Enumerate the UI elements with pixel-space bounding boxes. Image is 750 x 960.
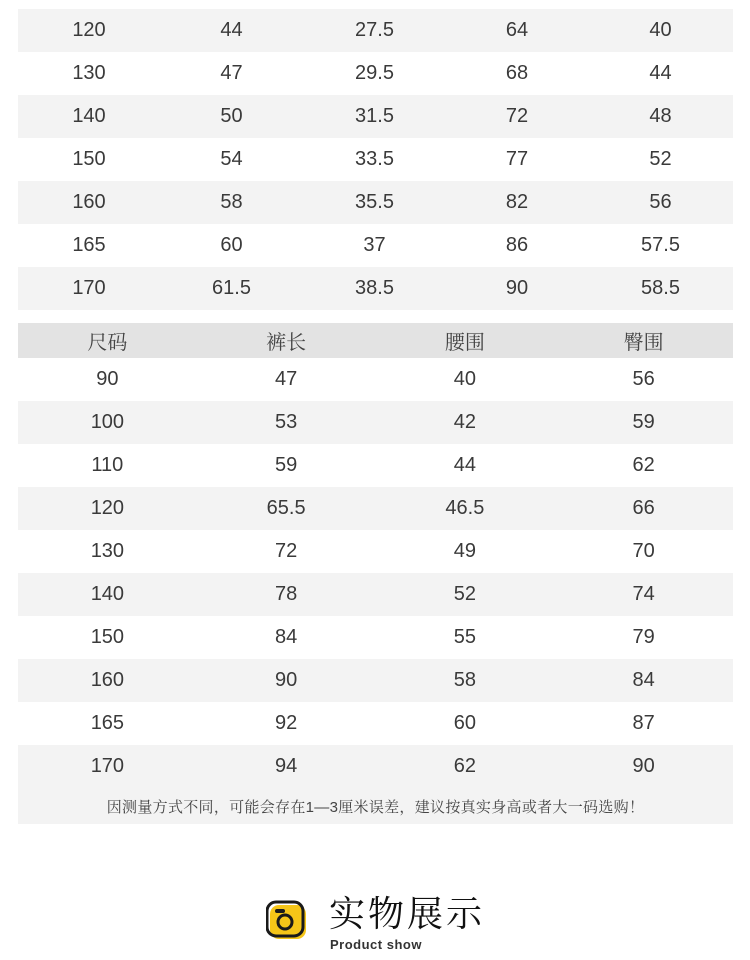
product-show-subtitle: Product show bbox=[330, 937, 422, 952]
table-cell: 52 bbox=[649, 148, 672, 170]
table-cell: 82 bbox=[505, 191, 529, 213]
table-cell: 61.5 bbox=[212, 277, 251, 299]
table-cell: 110 bbox=[91, 454, 124, 476]
table-row bbox=[18, 267, 733, 310]
table-cell: 62 bbox=[453, 755, 476, 777]
table-cell: 68 bbox=[505, 62, 529, 84]
table-cell: 165 bbox=[90, 712, 125, 734]
table-cell: 150 bbox=[90, 626, 125, 648]
table-cell: 46.5 bbox=[445, 497, 485, 519]
top-size-table bbox=[18, 9, 733, 310]
table-cell: 49 bbox=[453, 540, 476, 562]
table-cell: 57.5 bbox=[641, 234, 680, 256]
table-cell: 84 bbox=[275, 626, 298, 648]
table-cell: 140 bbox=[72, 105, 106, 127]
header-hip: 臀围 bbox=[623, 332, 664, 354]
table-cell: 170 bbox=[72, 277, 106, 299]
table-cell: 70 bbox=[632, 540, 655, 562]
table-cell: 60 bbox=[220, 234, 243, 256]
table-cell: 120 bbox=[72, 19, 106, 41]
table-row bbox=[18, 9, 733, 52]
table-cell: 130 bbox=[90, 540, 125, 562]
table-row bbox=[18, 444, 733, 487]
header-waist: 腰围 bbox=[444, 332, 485, 354]
table-cell: 78 bbox=[275, 583, 298, 605]
table-cell: 35.5 bbox=[355, 191, 394, 213]
table-row bbox=[18, 358, 733, 401]
table-cell: 130 bbox=[72, 62, 106, 84]
table-cell: 33.5 bbox=[355, 148, 394, 170]
table-cell: 52 bbox=[453, 583, 476, 605]
table-cell: 77 bbox=[505, 148, 529, 170]
table-cell: 100 bbox=[90, 411, 125, 433]
table-cell: 54 bbox=[220, 148, 243, 170]
table-cell: 60 bbox=[453, 712, 476, 734]
table-cell: 94 bbox=[275, 755, 298, 777]
table-row bbox=[18, 487, 733, 530]
table-cell: 58 bbox=[453, 669, 476, 691]
table-cell: 44 bbox=[220, 19, 243, 41]
table-cell: 48 bbox=[649, 105, 672, 127]
table-cell: 84 bbox=[632, 669, 655, 691]
table-cell: 44 bbox=[453, 454, 476, 476]
table-row bbox=[18, 530, 733, 573]
table-cell: 27.5 bbox=[355, 19, 394, 41]
table-cell: 40 bbox=[453, 368, 476, 390]
table-row bbox=[18, 659, 733, 702]
table-cell: 37 bbox=[363, 234, 386, 256]
table-cell: 79 bbox=[632, 626, 655, 648]
table-cell: 59 bbox=[275, 454, 298, 476]
camera-icon bbox=[266, 899, 310, 943]
table-header-row bbox=[18, 323, 733, 358]
table-cell: 120 bbox=[90, 497, 125, 519]
table-row bbox=[18, 745, 733, 788]
table-cell: 56 bbox=[649, 191, 672, 213]
table-cell: 31.5 bbox=[355, 105, 394, 127]
table-cell: 53 bbox=[275, 411, 298, 433]
product-show-header bbox=[0, 893, 750, 953]
table-cell: 64 bbox=[505, 19, 529, 41]
table-cell: 160 bbox=[90, 669, 125, 691]
table-cell: 165 bbox=[72, 234, 106, 256]
pants-size-table bbox=[18, 323, 733, 824]
table-cell: 44 bbox=[649, 62, 672, 84]
header-pants-length: 裤长 bbox=[266, 332, 307, 354]
table-row bbox=[18, 616, 733, 659]
table-cell: 90 bbox=[505, 277, 529, 299]
table-cell: 87 bbox=[632, 712, 655, 734]
table-cell: 58.5 bbox=[641, 277, 680, 299]
table-row bbox=[18, 138, 733, 181]
table-cell: 47 bbox=[220, 62, 243, 84]
table-row bbox=[18, 52, 733, 95]
table-cell: 74 bbox=[632, 583, 655, 605]
table-cell: 42 bbox=[453, 411, 476, 433]
table-cell: 90 bbox=[96, 368, 119, 390]
table-cell: 86 bbox=[505, 234, 529, 256]
table-cell: 40 bbox=[649, 19, 672, 41]
table-cell: 29.5 bbox=[355, 62, 394, 84]
table-cell: 160 bbox=[72, 191, 106, 213]
table-row bbox=[18, 224, 733, 267]
table-cell: 58 bbox=[220, 191, 243, 213]
table-cell: 65.5 bbox=[266, 497, 306, 519]
table-cell: 55 bbox=[453, 626, 476, 648]
table-cell: 59 bbox=[632, 411, 655, 433]
table-cell: 72 bbox=[275, 540, 298, 562]
table-cell: 50 bbox=[220, 105, 243, 127]
table-cell: 72 bbox=[505, 105, 529, 127]
table-cell: 92 bbox=[275, 712, 298, 734]
table-cell: 62 bbox=[632, 454, 655, 476]
table-row bbox=[18, 573, 733, 616]
header-size: 尺码 bbox=[87, 332, 128, 354]
table-cell: 90 bbox=[632, 755, 655, 777]
table-row bbox=[18, 95, 733, 138]
table-cell: 90 bbox=[275, 669, 298, 691]
table-cell: 56 bbox=[632, 368, 655, 390]
table-row bbox=[18, 401, 733, 444]
table-cell: 170 bbox=[90, 755, 125, 777]
table-cell: 47 bbox=[275, 368, 298, 390]
table-cell: 150 bbox=[72, 148, 106, 170]
measurement-note: 因测量方式不同，可能会存在1—3厘米误差，建议按真实身高或者大一码选购！ bbox=[18, 788, 733, 824]
table-cell: 66 bbox=[632, 497, 655, 519]
table-row bbox=[18, 181, 733, 224]
table-row bbox=[18, 702, 733, 745]
table-cell: 38.5 bbox=[355, 277, 394, 299]
product-show-title: 实物展示 bbox=[329, 894, 486, 935]
table-cell: 140 bbox=[90, 583, 125, 605]
